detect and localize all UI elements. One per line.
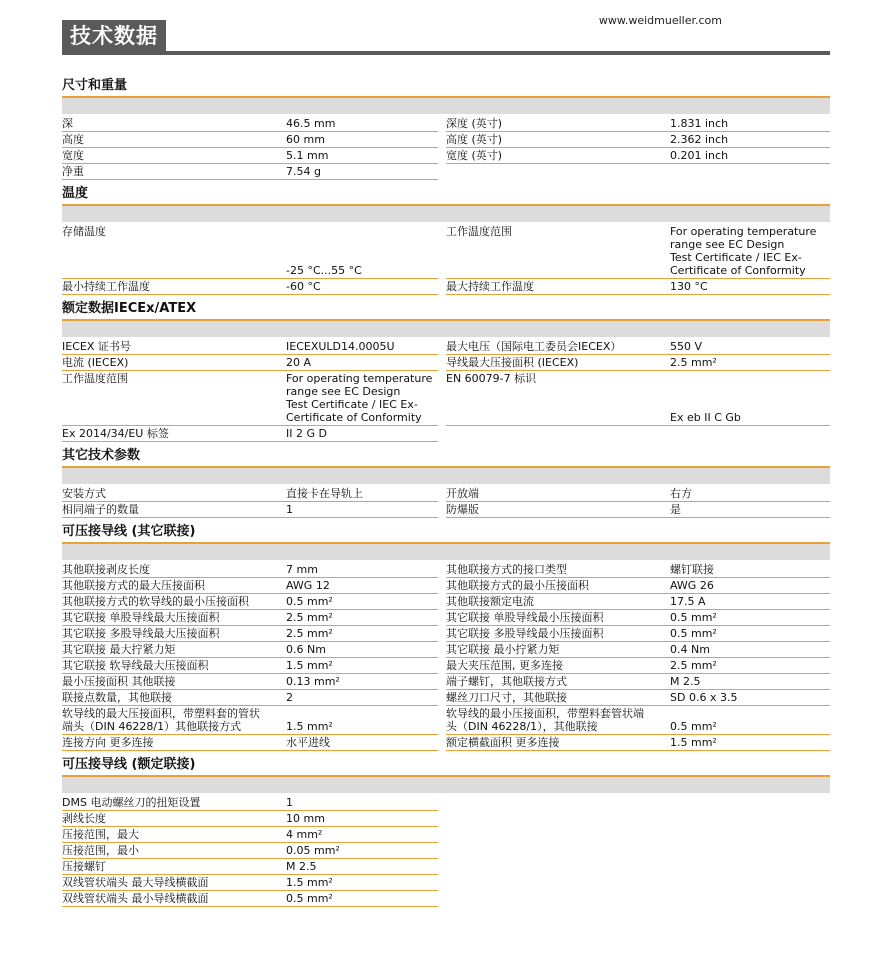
spec-value <box>670 891 830 907</box>
spec-label: IECEX 证书号 <box>62 339 286 355</box>
spec-label: 工作温度范围 <box>62 371 286 426</box>
spec-content <box>62 76 830 907</box>
spec-value: 1.5 mm² <box>286 658 438 674</box>
spec-value: 60 mm <box>286 132 438 148</box>
spec-label: 双线管状端头 最大导线横截面 <box>62 875 286 891</box>
spec-row <box>62 690 830 706</box>
spec-rows <box>62 793 830 907</box>
spec-value: 0.5 mm² <box>286 594 438 610</box>
spec-label <box>446 827 670 843</box>
spec-cell-left <box>62 891 446 907</box>
spec-row <box>62 132 830 148</box>
spec-value: 0.201 inch <box>670 148 830 164</box>
spec-cell-left <box>62 148 446 164</box>
spec-cell-left <box>62 690 446 706</box>
spec-value: Ex eb II C Gb <box>670 371 830 426</box>
spec-value: For operating temperature range see EC Design Test Certificate / IEC Ex- Certificate of Conformity <box>670 224 830 279</box>
spec-value: 1 <box>286 502 438 518</box>
spec-label: 工作温度范围 <box>446 224 670 279</box>
spec-label <box>446 859 670 875</box>
spec-value: 17.5 A <box>670 594 830 610</box>
spec-cell-right <box>446 827 830 843</box>
spec-value: 0.6 Nm <box>286 642 438 658</box>
spec-label: 防爆版 <box>446 502 670 518</box>
spec-rows <box>62 337 830 442</box>
spec-cell-right <box>446 594 830 610</box>
spec-value: IECEXULD14.0005U <box>286 339 438 355</box>
spec-value: AWG 12 <box>286 578 438 594</box>
spec-cell-right <box>446 735 830 751</box>
spec-label <box>446 891 670 907</box>
spec-value: SD 0.6 x 3.5 <box>670 690 830 706</box>
spec-row <box>62 827 830 843</box>
spec-label: 联接点数量，其他联接 <box>62 690 286 706</box>
spec-label: 导线最大压接面积 (IECEX) <box>446 355 670 371</box>
spec-cell-right <box>446 690 830 706</box>
spec-label: 开放端 <box>446 486 670 502</box>
spec-label: 压接范围，最小 <box>62 843 286 859</box>
section-band <box>62 206 830 222</box>
spec-row <box>62 486 830 502</box>
spec-cell-left <box>62 132 446 148</box>
spec-row <box>62 562 830 578</box>
spec-value: 1.831 inch <box>670 116 830 132</box>
spec-value: 0.5 mm² <box>286 891 438 907</box>
spec-label: 电流 (IECEX) <box>62 355 286 371</box>
spec-cell-right <box>446 426 830 442</box>
spec-label: 最小持续工作温度 <box>62 279 286 295</box>
spec-value <box>670 795 830 811</box>
spec-value: 0.4 Nm <box>670 642 830 658</box>
spec-row <box>62 148 830 164</box>
spec-value: 2.362 inch <box>670 132 830 148</box>
spec-value: For operating temperature range see EC Design Test Certificate / IEC Ex- Certificate of Conformity <box>286 371 438 426</box>
spec-value: 2.5 mm² <box>286 626 438 642</box>
spec-cell-right <box>446 642 830 658</box>
spec-label: 其他联接方式的软导线的最小压接面积 <box>62 594 286 610</box>
spec-label: 螺丝刀口尺寸，其他联接 <box>446 690 670 706</box>
spec-label: 深度 (英寸) <box>446 116 670 132</box>
spec-cell-left <box>62 355 446 371</box>
spec-label: 宽度 (英寸) <box>446 148 670 164</box>
spec-row <box>62 164 830 180</box>
section-band <box>62 98 830 114</box>
spec-cell-left <box>62 859 446 875</box>
section-title: 可压接导线 (额定联接) <box>62 757 196 772</box>
spec-label: 最大持续工作温度 <box>446 279 670 295</box>
spec-row <box>62 371 830 426</box>
spec-row <box>62 116 830 132</box>
spec-cell-left <box>62 827 446 843</box>
spec-cell-left <box>62 339 446 355</box>
spec-cell-left <box>62 224 446 279</box>
spec-label: 存储温度 <box>62 224 286 279</box>
spec-label <box>446 811 670 827</box>
section-title: 其它技术参数 <box>62 448 141 463</box>
spec-value <box>670 843 830 859</box>
section-band <box>62 777 830 793</box>
spec-row <box>62 891 830 907</box>
spec-value: 水平进线 <box>286 735 438 751</box>
spec-value <box>670 164 830 180</box>
spec-value: 0.5 mm² <box>670 706 830 735</box>
spec-label: 端子螺钉，其他联接方式 <box>446 674 670 690</box>
spec-label: 最大夹压范围, 更多连接 <box>446 658 670 674</box>
spec-value: 46.5 mm <box>286 116 438 132</box>
section-band <box>62 321 830 337</box>
spec-label <box>446 426 670 442</box>
spec-label: 连接方向 更多连接 <box>62 735 286 751</box>
spec-rows <box>62 222 830 295</box>
spec-cell-right <box>446 148 830 164</box>
spec-label: 其他联接方式的最小压接面积 <box>446 578 670 594</box>
spec-row <box>62 610 830 626</box>
spec-row <box>62 355 830 371</box>
spec-rows <box>62 114 830 180</box>
spec-cell-left <box>62 371 446 426</box>
spec-value: M 2.5 <box>286 859 438 875</box>
spec-cell-right <box>446 610 830 626</box>
spec-row <box>62 642 830 658</box>
spec-label: 双线管状端头 最小导线横截面 <box>62 891 286 907</box>
spec-cell-right <box>446 132 830 148</box>
spec-value: 2.5 mm² <box>286 610 438 626</box>
spec-value: 130 °C <box>670 279 830 295</box>
spec-value: 0.05 mm² <box>286 843 438 859</box>
spec-label: DMS 电动螺丝刀的扭矩设置 <box>62 795 286 811</box>
spec-label: 安装方式 <box>62 486 286 502</box>
spec-label: EN 60079-7 标识 <box>446 371 670 426</box>
spec-section <box>62 446 830 518</box>
spec-label: 其他联接方式的最大压接面积 <box>62 578 286 594</box>
spec-cell-right <box>446 795 830 811</box>
page-title: 技术数据 <box>62 20 166 52</box>
spec-cell-right <box>446 843 830 859</box>
spec-cell-left <box>62 594 446 610</box>
spec-cell-left <box>62 279 446 295</box>
spec-value: 10 mm <box>286 811 438 827</box>
spec-cell-left <box>62 875 446 891</box>
spec-value: 0.5 mm² <box>670 610 830 626</box>
spec-value: -60 °C <box>286 279 438 295</box>
spec-row <box>62 426 830 442</box>
spec-rows <box>62 560 830 751</box>
spec-value <box>670 811 830 827</box>
spec-label: 额定横截面积 更多连接 <box>446 735 670 751</box>
spec-label: 其它联接 单股导线最大压接面积 <box>62 610 286 626</box>
spec-label: 其他联接方式的接口类型 <box>446 562 670 578</box>
spec-cell-left <box>62 843 446 859</box>
header-rule <box>62 51 830 55</box>
spec-section <box>62 299 830 442</box>
spec-cell-right <box>446 578 830 594</box>
spec-label: 压接螺钉 <box>62 859 286 875</box>
spec-value <box>670 426 830 442</box>
spec-section <box>62 76 830 180</box>
spec-value: 550 V <box>670 339 830 355</box>
spec-label: 其他联接额定电流 <box>446 594 670 610</box>
spec-value: M 2.5 <box>670 674 830 690</box>
section-band <box>62 468 830 484</box>
spec-cell-right <box>446 891 830 907</box>
spec-row <box>62 875 830 891</box>
spec-value: 1 <box>286 795 438 811</box>
spec-cell-left <box>62 486 446 502</box>
spec-value: AWG 26 <box>670 578 830 594</box>
spec-cell-right <box>446 339 830 355</box>
spec-cell-right <box>446 279 830 295</box>
spec-row <box>62 674 830 690</box>
spec-row <box>62 658 830 674</box>
spec-value: 直接卡在导轨上 <box>286 486 438 502</box>
spec-cell-right <box>446 811 830 827</box>
spec-label: 其他联接剥皮长度 <box>62 562 286 578</box>
spec-row <box>62 859 830 875</box>
spec-value: 20 A <box>286 355 438 371</box>
spec-value <box>670 875 830 891</box>
spec-row <box>62 339 830 355</box>
spec-label: 其它联接 最小拧紧力矩 <box>446 642 670 658</box>
spec-value: 1.5 mm² <box>286 706 438 735</box>
spec-cell-right <box>446 562 830 578</box>
spec-value: 5.1 mm <box>286 148 438 164</box>
spec-row <box>62 706 830 735</box>
spec-value: 4 mm² <box>286 827 438 843</box>
spec-cell-left <box>62 562 446 578</box>
spec-label: 高度 (英寸) <box>446 132 670 148</box>
spec-row <box>62 811 830 827</box>
spec-label <box>446 843 670 859</box>
page-header <box>62 14 830 54</box>
spec-section <box>62 755 830 907</box>
spec-cell-right <box>446 658 830 674</box>
spec-value: II 2 G D <box>286 426 438 442</box>
spec-cell-left <box>62 426 446 442</box>
spec-cell-left <box>62 658 446 674</box>
spec-value <box>670 827 830 843</box>
spec-label <box>446 795 670 811</box>
spec-label: 最大电压（国际电工委员会IECEX） <box>446 339 670 355</box>
section-title: 额定数据IECEx/ATEX <box>62 301 197 316</box>
spec-cell-left <box>62 706 446 735</box>
spec-section <box>62 184 830 295</box>
section-title: 可压接导线 (其它联接) <box>62 524 196 539</box>
section-title: 温度 <box>62 186 89 201</box>
spec-row <box>62 843 830 859</box>
spec-cell-left <box>62 642 446 658</box>
spec-label: Ex 2014/34/EU 标签 <box>62 426 286 442</box>
spec-cell-left <box>62 811 446 827</box>
spec-cell-left <box>62 502 446 518</box>
spec-value: 7 mm <box>286 562 438 578</box>
spec-cell-right <box>446 859 830 875</box>
spec-cell-left <box>62 164 446 180</box>
spec-value <box>670 859 830 875</box>
spec-label: 高度 <box>62 132 286 148</box>
spec-row <box>62 279 830 295</box>
spec-section <box>62 522 830 751</box>
spec-label: 软导线的最大压接面积，带塑料套的管状 端头（DIN 46228/1）其他联接方式 <box>62 706 286 735</box>
spec-cell-right <box>446 875 830 891</box>
spec-row <box>62 578 830 594</box>
spec-cell-right <box>446 116 830 132</box>
spec-row <box>62 626 830 642</box>
spec-label: 压接范围，最大 <box>62 827 286 843</box>
spec-row <box>62 502 830 518</box>
spec-cell-left <box>62 735 446 751</box>
spec-label: 其它联接 多股导线最小压接面积 <box>446 626 670 642</box>
spec-label: 其它联接 最大拧紧力矩 <box>62 642 286 658</box>
spec-label <box>446 875 670 891</box>
spec-cell-right <box>446 371 830 426</box>
spec-cell-left <box>62 116 446 132</box>
spec-cell-right <box>446 355 830 371</box>
spec-value: 2.5 mm² <box>670 658 830 674</box>
spec-cell-left <box>62 674 446 690</box>
spec-value: 1.5 mm² <box>670 735 830 751</box>
spec-cell-right <box>446 706 830 735</box>
spec-label: 剥线长度 <box>62 811 286 827</box>
spec-value: 螺钉联接 <box>670 562 830 578</box>
spec-label: 最小压接面积 其他联接 <box>62 674 286 690</box>
website-url[interactable]: www.weidmueller.com <box>598 14 722 27</box>
spec-cell-left <box>62 626 446 642</box>
spec-row <box>62 795 830 811</box>
spec-label: 宽度 <box>62 148 286 164</box>
spec-label: 深 <box>62 116 286 132</box>
section-title: 尺寸和重量 <box>62 78 128 93</box>
spec-cell-left <box>62 610 446 626</box>
spec-cell-right <box>446 224 830 279</box>
spec-value: 0.5 mm² <box>670 626 830 642</box>
spec-value: 2 <box>286 690 438 706</box>
spec-cell-right <box>446 502 830 518</box>
section-band <box>62 544 830 560</box>
spec-value: 右方 <box>670 486 830 502</box>
spec-label: 净重 <box>62 164 286 180</box>
spec-value: 1.5 mm² <box>286 875 438 891</box>
spec-cell-right <box>446 626 830 642</box>
spec-label: 其它联接 软导线最大压接面积 <box>62 658 286 674</box>
spec-cell-right <box>446 486 830 502</box>
spec-cell-right <box>446 164 830 180</box>
spec-label: 其它联接 单股导线最小压接面积 <box>446 610 670 626</box>
spec-row <box>62 224 830 279</box>
spec-rows <box>62 484 830 518</box>
spec-cell-left <box>62 578 446 594</box>
spec-label: 相同端子的数量 <box>62 502 286 518</box>
spec-cell-right <box>446 674 830 690</box>
spec-value: -25 °C...55 °C <box>286 224 438 279</box>
spec-label: 其它联接 多股导线最大压接面积 <box>62 626 286 642</box>
spec-cell-left <box>62 795 446 811</box>
spec-value: 是 <box>670 502 830 518</box>
spec-value: 2.5 mm² <box>670 355 830 371</box>
spec-row <box>62 735 830 751</box>
spec-label <box>446 164 670 180</box>
spec-label: 软导线的最小压接面积，带塑料套管状端 头（DIN 46228/1），其他联接 <box>446 706 670 735</box>
spec-value: 0.13 mm² <box>286 674 438 690</box>
spec-row <box>62 594 830 610</box>
spec-value: 7.54 g <box>286 164 438 180</box>
